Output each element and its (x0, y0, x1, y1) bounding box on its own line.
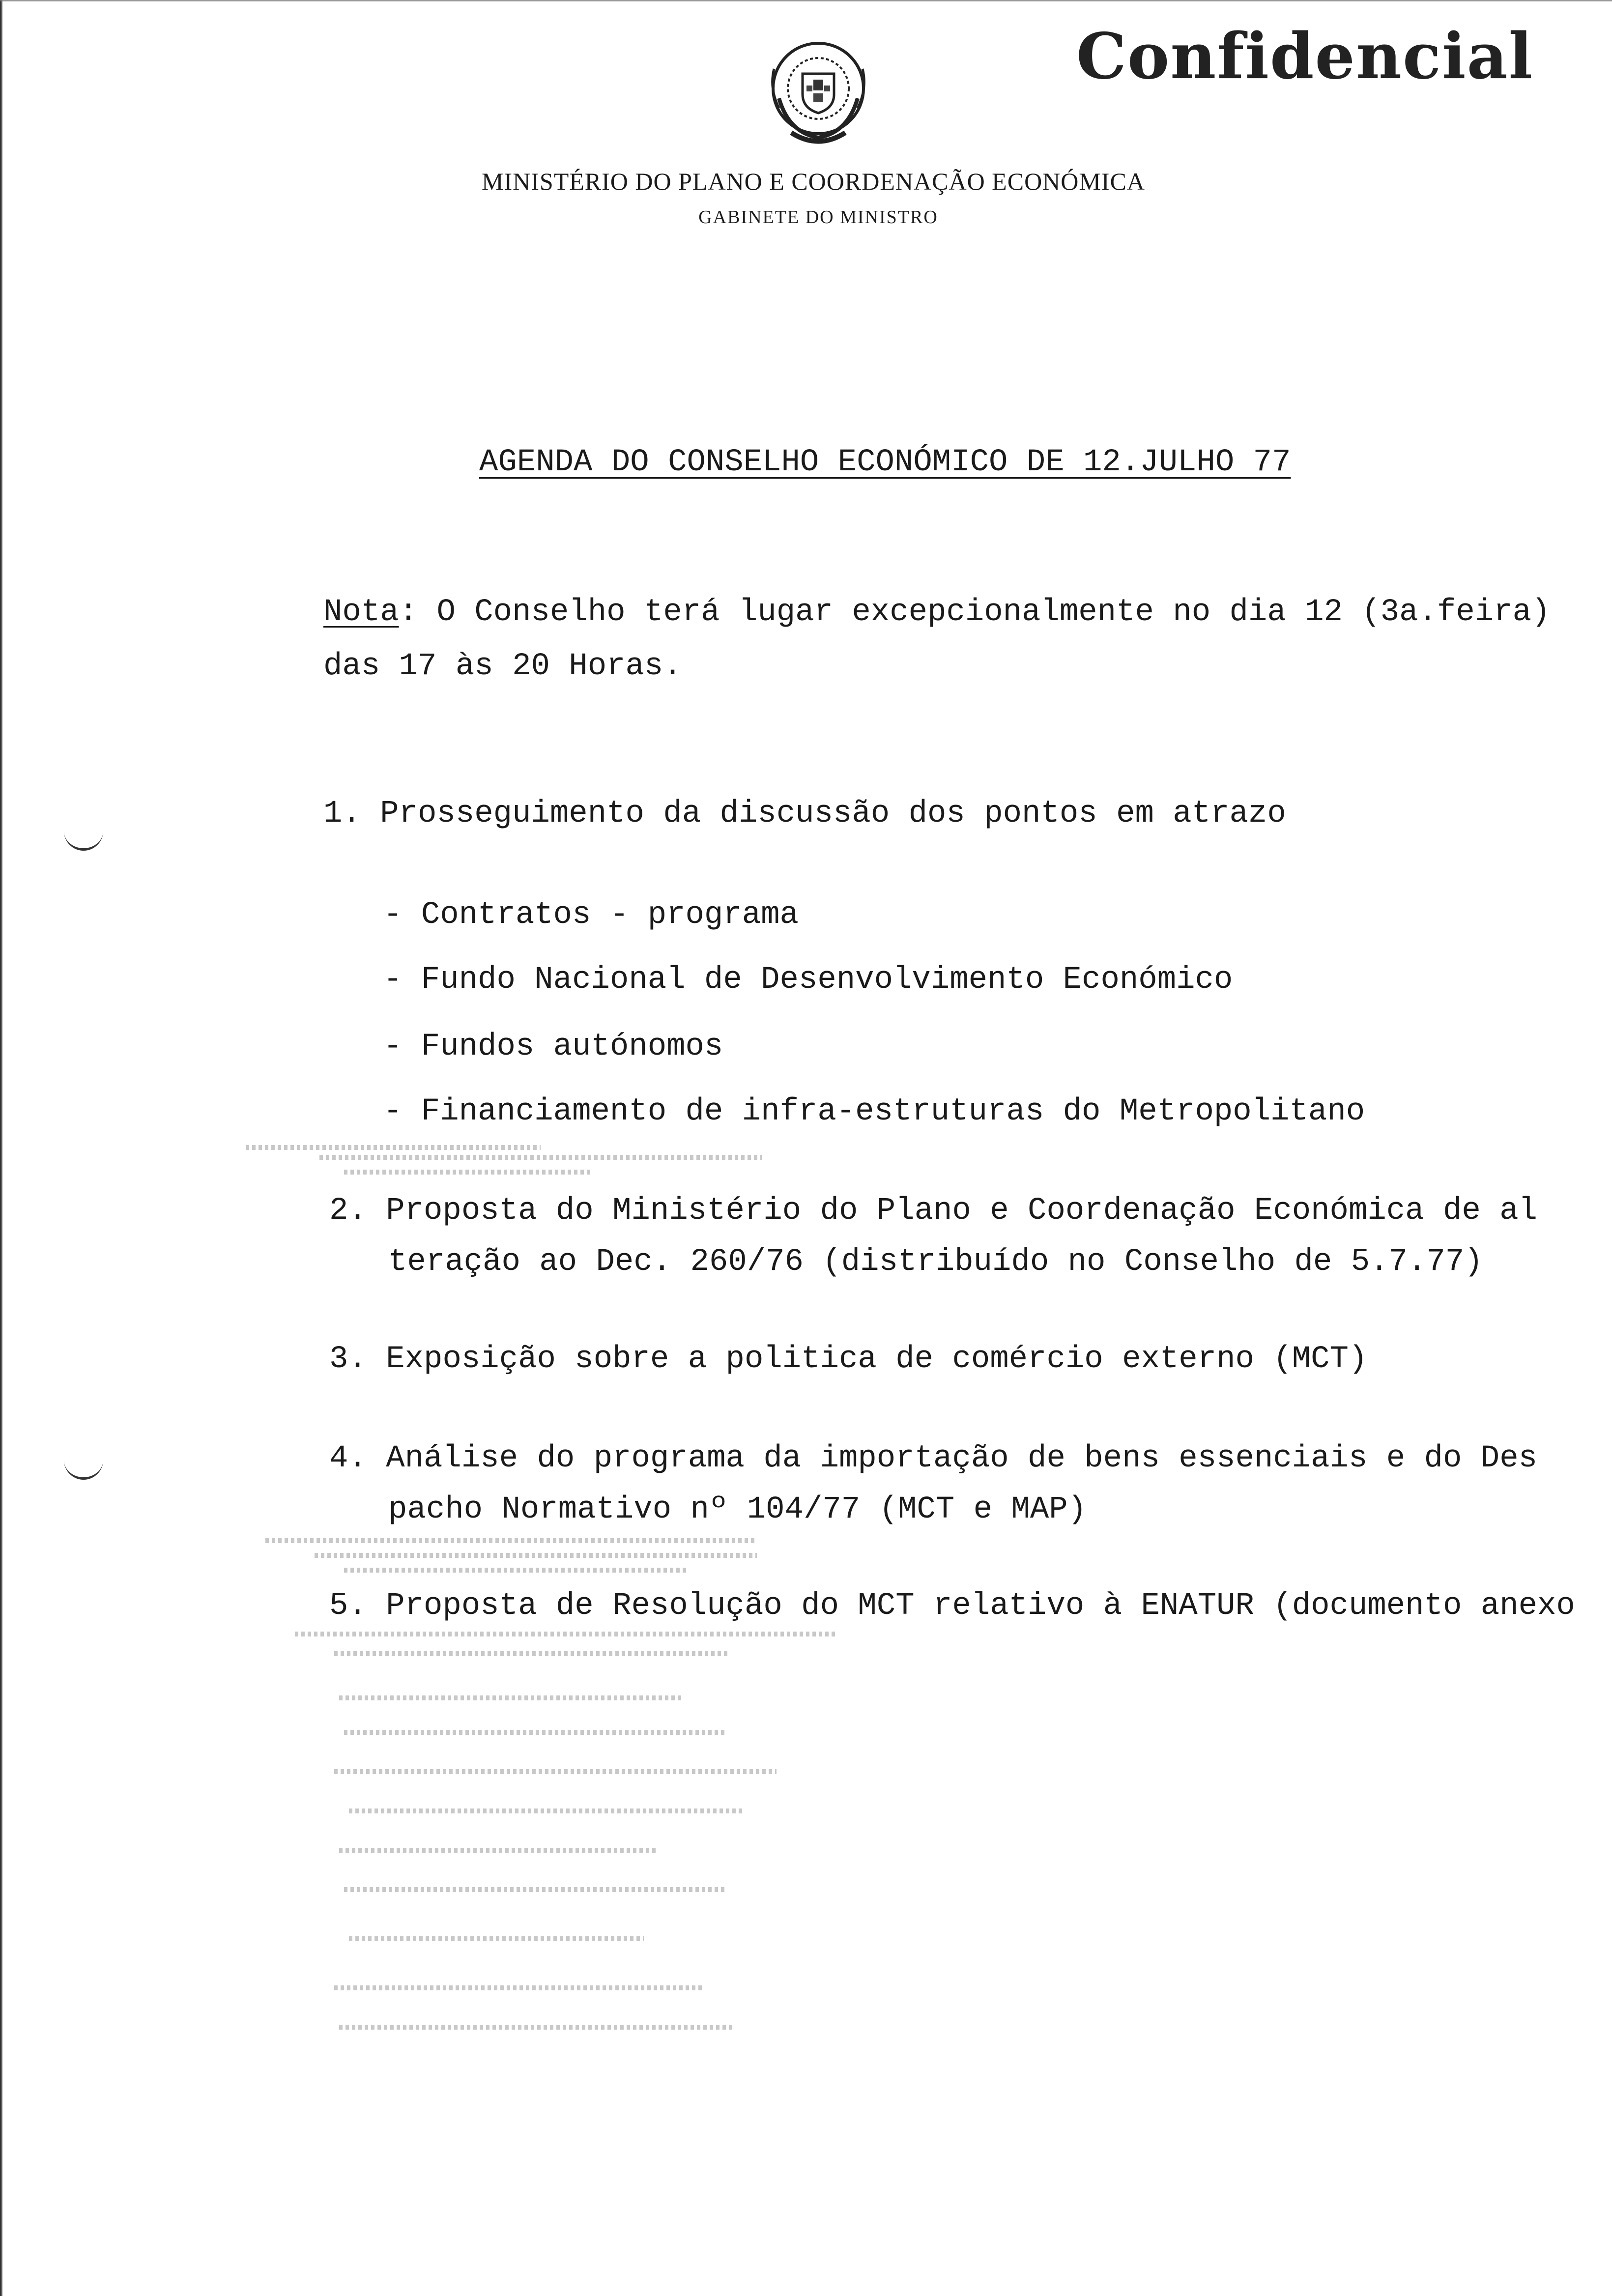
note-text: : O Conselho terá lugar excepcionalmente no dia 12 (3a.feira) (399, 595, 1551, 630)
sub-item: - Contratos - programa (383, 897, 799, 933)
ministry-heading: MINISTÉRIO DO PLANO E COORDENAÇÃO ECONÓMICA (482, 168, 1145, 195)
scan-edge-top (0, 0, 1612, 2)
cabinet-subheading: GABINETE DO MINISTRO (698, 207, 938, 228)
item-text: Exposição sobre a politica de comércio externo (MCT) (386, 1342, 1368, 1377)
sub-item: - Fundos autónomos (383, 1029, 723, 1064)
item-number: 4. (329, 1441, 367, 1476)
scan-smudge (275, 1632, 865, 2074)
item-number: 2. (329, 1193, 367, 1229)
scan-smudge (265, 1533, 806, 1582)
page-title: AGENDA DO CONSELHO ECONÓMICO DE 12.JULHO 77 (479, 445, 1291, 480)
note-line-1 (323, 595, 1550, 630)
item-text: Proposta do Ministério do Plano e Coordenação Económica de al (386, 1193, 1537, 1229)
punch-hole-mark (64, 831, 103, 851)
item-text: Proposta de Resolução do MCT relativo à ENATUR (documento anexo (386, 1588, 1575, 1624)
scan-smudge (246, 1140, 786, 1184)
item-continuation: teração ao Dec. 260/76 (distribuído no Conselho de 5.7.77) (388, 1244, 1483, 1280)
agenda-item-1 (323, 796, 1286, 832)
note-label: Nota (323, 595, 399, 630)
punch-hole-mark (64, 1460, 103, 1480)
item-text: Análise do programa da importação de bens essenciais e do Des (386, 1441, 1537, 1476)
confidential-stamp: Confidencial (1076, 20, 1534, 93)
item-text: Prosseguimento da discussão dos pontos em atrazo (380, 796, 1286, 832)
item-number: 3. (329, 1342, 367, 1377)
sub-item: - Fundo Nacional de Desenvolvimento Económico (383, 962, 1233, 998)
item-number: 1. (323, 796, 361, 832)
item-continuation: pacho Normativo nº 104/77 (MCT e MAP) (388, 1492, 1087, 1527)
scan-edge-left (0, 0, 3, 2296)
agenda-item-2 (329, 1193, 1537, 1229)
agenda-item-4 (329, 1441, 1537, 1476)
item-number: 5. (329, 1588, 367, 1624)
sub-item: - Financiamento de infra-estruturas do Metropolitano (383, 1094, 1365, 1129)
agenda-item-3 (329, 1342, 1367, 1377)
agenda-item-5 (329, 1588, 1575, 1624)
note-line-2: das 17 às 20 Horas. (323, 649, 682, 684)
coat-of-arms-icon (764, 39, 872, 152)
